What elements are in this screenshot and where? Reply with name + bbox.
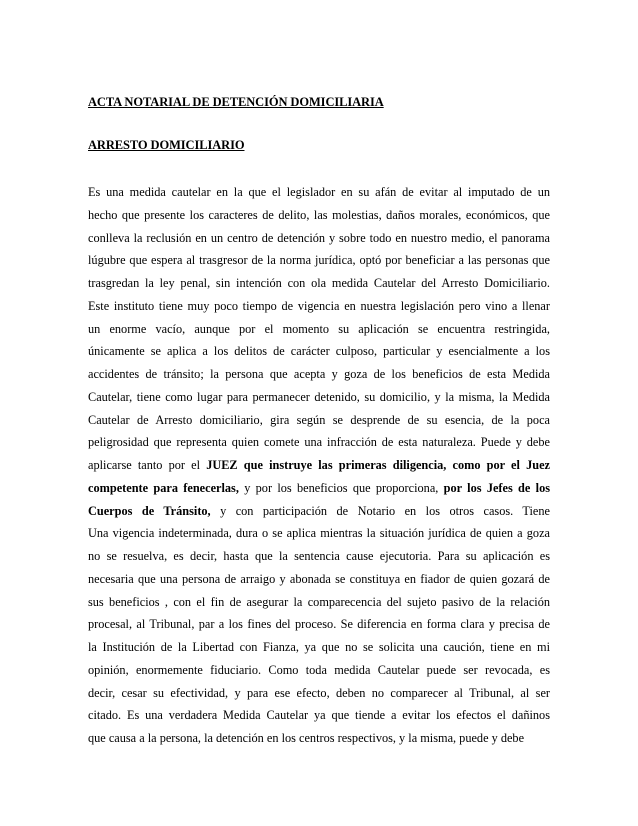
text-line xyxy=(88,568,550,591)
text-segment: lúgubre que espera al trasgresor de la norma jurídica, optó por beneficiar a las personas que xyxy=(88,253,550,268)
text-segment: la Institución de la Libertad con Fianza, ya que no se solicita una caución, tiene en mi xyxy=(88,640,550,654)
text-segment: necesaria que una persona de arraigo y abonada se constituya en fiador de quien gozará de xyxy=(88,571,550,586)
text-line xyxy=(88,295,550,318)
text-line xyxy=(88,659,550,682)
bold-text: JUEZ que instruye las primeras diligencia, como por el Juez xyxy=(206,458,550,472)
text-segment: no se resuelva, es decir, hasta que la sentencia cause ejecutoria. Para su aplicación es xyxy=(88,549,550,563)
text-line xyxy=(88,431,550,454)
text-line xyxy=(88,522,550,545)
text-segment: citado. Es una verdadera Medida Cautelar ya que tiende a evitar los efectos el dañinos xyxy=(88,708,550,723)
text-segment: decir, cesar su efectividad, y para ese efecto, deben no comparecer al Tribunal, al ser xyxy=(88,685,550,700)
text-line xyxy=(88,545,550,568)
text-line xyxy=(88,636,550,659)
text-line xyxy=(88,227,550,250)
text-line xyxy=(88,181,550,204)
text-segment: Cautelar de Arresto domiciliario, gira según se desprende de su esencia, de la poca xyxy=(88,412,550,427)
text-segment: conlleva la reclusión en un centro de detención y sobre todo en nuestro medio, el panorama xyxy=(88,230,550,245)
text-line xyxy=(88,272,550,295)
text-segment: un enorme vacío, aunque por el momento su aplicación se encuentra restringida, xyxy=(88,321,550,336)
text-segment: procesal, al Tribunal, par a los fines del proceso. Se diferencia en forma clara y precisa de xyxy=(88,617,550,632)
text-line xyxy=(88,386,550,409)
text-segment: Una vigencia indeterminada, dura o se aplica mientras la situación jurídica de quien a goza xyxy=(88,526,550,541)
text-line xyxy=(88,454,550,477)
document-title: ACTA NOTARIAL DE DETENCIÓN DOMICILIARIA xyxy=(88,95,384,109)
text-segment: y por los beneficios que proporciona, xyxy=(238,480,444,495)
text-segment: únicamente se aplica a los delitos de carácter culposo, particular y esencialmente a los xyxy=(88,344,550,359)
text-line xyxy=(88,500,550,523)
text-line xyxy=(88,318,550,341)
text-segment: trasgredan la ley penal, sin intención con ola medida Cautelar del Arresto Domiciliario. xyxy=(88,276,550,290)
text-line xyxy=(88,249,550,272)
bold-text: Cuerpos de Tránsito, xyxy=(88,503,211,518)
text-line xyxy=(88,340,550,363)
text-segment: Este instituto tiene muy poco tiempo de vigencia en nuestra legislación pero vino a llenar xyxy=(88,298,550,313)
text-segment: y con participación de Notario en los otros casos. Tiene xyxy=(210,503,550,518)
bold-text: competente para fenecerlas, xyxy=(88,480,239,495)
text-line xyxy=(88,704,550,727)
text-segment: Cautelar, tiene como lugar para permanecer detenido, su domicilio, y la misma, la Medida xyxy=(88,389,550,404)
text-line xyxy=(88,409,550,432)
text-segment: accidentes de tránsito; la persona que acepta y goza de los beneficios de esta Medida xyxy=(88,367,550,381)
text-segment: peligrosidad que representa quien comete una infracción de esta naturaleza. Puede y debe xyxy=(88,435,550,450)
text-line xyxy=(88,591,550,614)
section-heading: ARRESTO DOMICILIARIO xyxy=(88,138,245,152)
text-segment: sus beneficios , con el fin de asegurar la comparecencia del sujeto pasivo de la relación xyxy=(88,594,550,609)
text-segment: hecho que presente los caracteres de delito, las molestias, daños morales, económicos, que xyxy=(88,207,550,222)
text-line xyxy=(88,363,550,386)
text-line xyxy=(88,613,550,636)
text-line xyxy=(88,477,550,500)
body-paragraph xyxy=(88,181,550,750)
text-segment: que causa a la persona, la detención en los centros respectivos, y la misma, puede y debe xyxy=(88,731,525,745)
text-segment: opinión, enormemente fiduciario. Como toda medida Cautelar puede ser revocada, es xyxy=(88,662,550,677)
text-segment: aplicarse tanto por el xyxy=(88,458,207,472)
text-line xyxy=(88,727,550,750)
text-line xyxy=(88,204,550,227)
text-segment: Es una medida cautelar en la que el legislador en su afán de evitar al imputado de un xyxy=(88,185,550,199)
text-line xyxy=(88,682,550,705)
bold-text: por los Jefes de los xyxy=(443,480,550,495)
